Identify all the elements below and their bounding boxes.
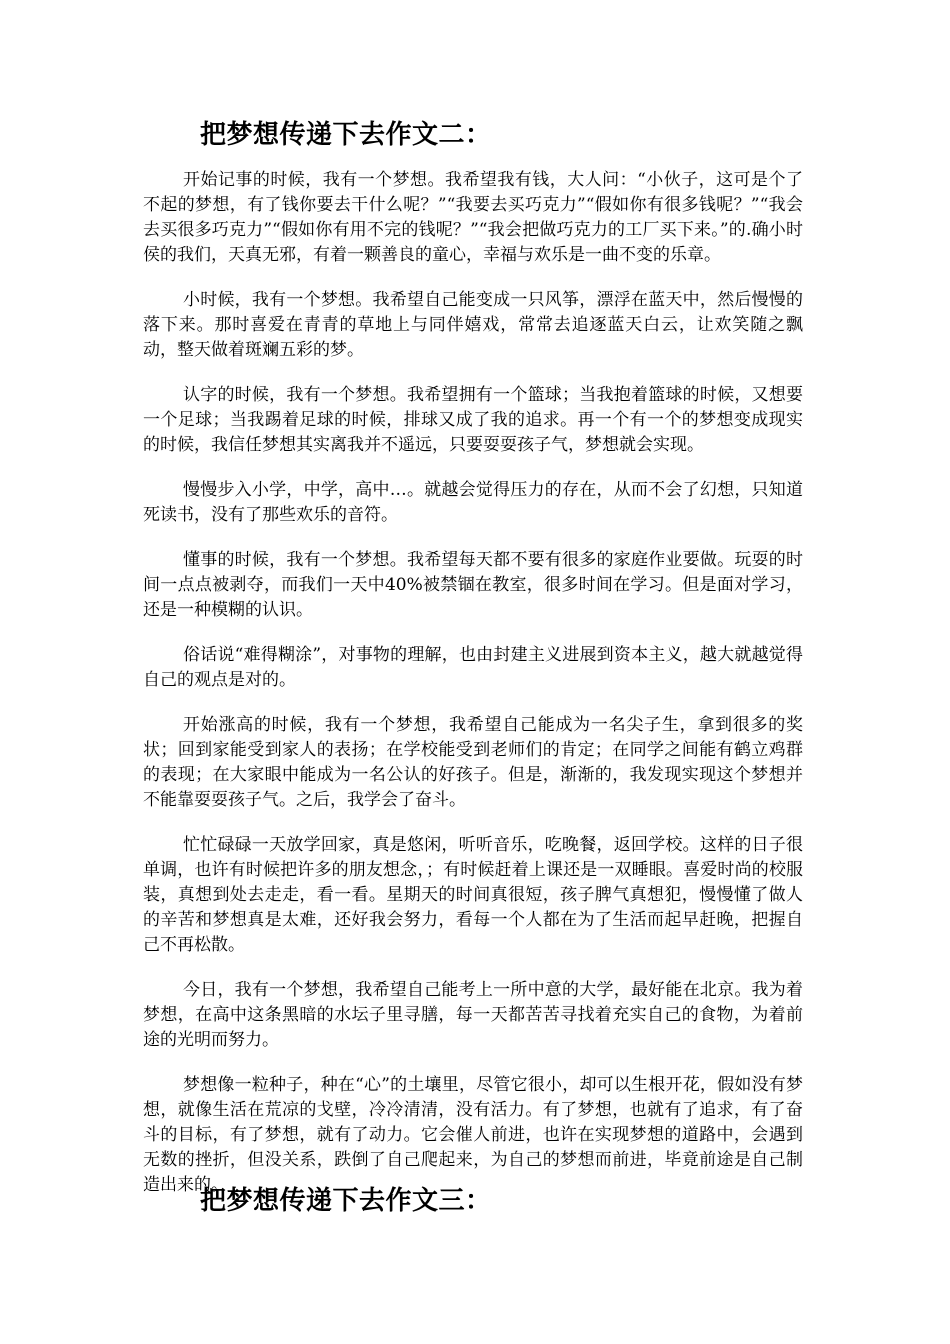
paragraph: 今日，我有一个梦想，我希望自己能考上一所中意的大学，最好能在北京。我为着梦想，在高中这条黑暗的水坛子里寻膳，每一天都苦苦寻找着充实自己的食物，为着前途的光明而努力。	[143, 980, 803, 1050]
paragraph: 梦想像一粒种子，种在“心”的土壤里，尽管它很小，却可以生根开花，假如没有梦想，就像生活在荒凉的戈壁，冷冷清清，没有活力。有了梦想，也就有了追求，有了奋斗的目标，有了梦想，就有了动力。它会催人前进，也许在实现梦想的道路中，会遇到无数的挫折，但没关系，跌倒了自己爬起来，为自己的梦想而前进，毕竟前途是自己制造出来的。	[143, 1075, 803, 1195]
paragraph: 小时候，我有一个梦想。我希望自己能变成一只风筝，漂浮在蓝天中，然后慢慢的落下来。那时喜爱在青青的草地上与同伴嬉戏，常常去追逐蓝天白云，让欢笑随之飘动，整天做着斑斓五彩的梦。	[143, 290, 803, 360]
paragraph: 开始涨高的时候，我有一个梦想，我希望自己能成为一名尖子生，拿到很多的奖状；回到家能受到家人的表扬；在学校能受到老师们的肯定；在同学之间能有鹤立鸡群的表现；在大家眼中能成为一名公认的好孩子。但是，渐渐的，我发现实现这个梦想并不能靠耍耍孩子气。之后，我学会了奋斗。	[143, 715, 803, 810]
paragraph: 开始记事的时候，我有一个梦想。我希望我有钱，大人问：“小伙子，这可是个了不起的梦想，有了钱你要去干什么呢？”“我要去买巧克力”“假如你有很多钱呢？”“我会去买很多巧克力”“假如你有用不完的钱呢？”“我会把做巧克力的工厂买下来。”的.确小时侯的我们，天真无邪，有着一颗善良的童心，幸福与欢乐是一曲不变的乐章。	[143, 170, 803, 265]
paragraph: 俗话说“难得糊涂”，对事物的理解，也由封建主义进展到资本主义，越大就越觉得自己的观点是对的。	[143, 645, 803, 690]
essay-heading-2: 把梦想传递下去作文二：	[200, 120, 492, 150]
paragraph: 慢慢步入小学，中学，高中…。就越会觉得压力的存在，从而不会了幻想，只知道死读书，没有了那些欢乐的音符。	[143, 480, 803, 525]
essay-body	[143, 168, 803, 1218]
essay-heading-3: 把梦想传递下去作文三：	[200, 1186, 492, 1216]
paragraph: 认字的时候，我有一个梦想。我希望拥有一个篮球；当我抱着篮球的时候，又想要一个足球；当我踢着足球的时候，排球又成了我的追求。再一个有一个的梦想变成现实的时候，我信任梦想其实离我并不遥远，只要耍耍孩子气，梦想就会实现。	[143, 385, 803, 455]
paragraph: 懂事的时候，我有一个梦想。我希望每天都不要有很多的家庭作业要做。玩耍的时间一点点被剥夺，而我们一天中40%被禁锢在教室，很多时间在学习。但是面对学习，还是一种模糊的认识。	[143, 550, 803, 620]
paragraph: 忙忙碌碌一天放学回家，真是悠闲，听听音乐，吃晚餐，返回学校。这样的日子很单调，也许有时候把许多的朋友想念，；有时候赶着上课还是一双睡眼。喜爱时尚的校服装，真想到处去走走，看一看。星期天的时间真很短，孩子脾气真想犯，慢慢懂了做人的辛苦和梦想真是太难，还好我会努力，看每一个人都在为了生活而起早赶晚，把握自己不再松散。	[143, 835, 803, 955]
